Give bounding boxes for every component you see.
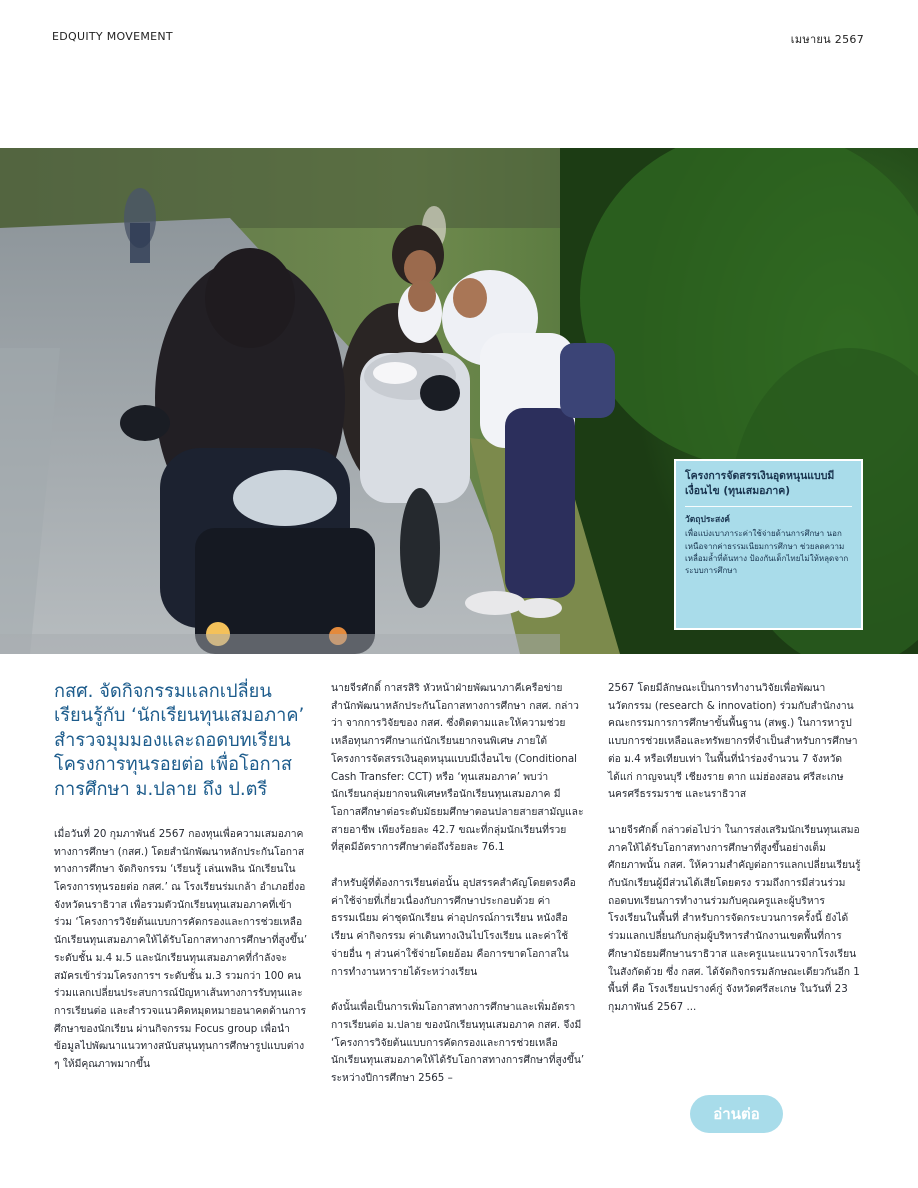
article-column-1 (54, 680, 308, 1092)
article-headline: กสศ. จัดกิจกรรมแลกเปลี่ยนเรียนรู้กับ ‘นักเรียนทุนเสมอภาค’ สำรวจมุมมองและถอดบทเรียนโครงการทุนรอยต่อ เพื่อโอกาสการศึกษา ม.ปลาย ถึง ป.ตรี (54, 681, 305, 800)
info-box-title: โครงการจัดสรรเงินอุดหนุนแบบมีเงื่อนไข (ทุนเสมอภาค) (685, 470, 835, 497)
article-column-3 (608, 680, 862, 1035)
article-paragraph: นายจีรศักดิ์ กาสรสิริ หัวหน้าฝ่ายพัฒนาภาคีเครือข่าย สำนักพัฒนาหลักประกันโอกาสทางการศึกษา กสศ. กล่าวว่า จากการวิจัยของ กสศ. ซึ่งติดตามและให้ความช่วยเหลือทุนการศึกษาแก่นักเรียนยากจนพิเศษ ภายใต้โครงการจัดสรรเงินอุดหนุนแบบมีเงื่อนไข (Conditional Cash Transfer: CCT) หรือ ‘ทุนเสมอภาค’ พบว่า นักเรียนกลุ่มยากจนพิเศษหรือนักเรียนทุนเสมอภาค มีโอกาสศึกษาต่อระดับมัธยมศึกษาตอนปลายสายสามัญและสายอาชีพ เพียงร้อยละ 42.7 ขณะที่กลุ่มนักเรียนที่รวยที่สุดมีอัตราการศึกษาต่อถึงร้อยละ 76.1 (331, 682, 584, 854)
article-paragraph: ดังนั้นเพื่อเป็นการเพิ่มโอกาสทางการศึกษาและเพิ่มอัตราการเรียนต่อ ม.ปลาย ของนักเรียนทุนเสมอภาค กสศ. จึงมี ‘โครงการวิจัยต้นแบบการคัดกรองและการช่วยเหลือนักเรียนทุนเสมอภาคให้ได้รับโอกาสทางการศึกษาที่สูงขึ้น’ ระหว่างปีการศึกษา 2565 – (331, 1001, 585, 1085)
article-paragraph: 2567 โดยมีลักษณะเป็นการทำงานวิจัยเพื่อพัฒนานวัตกรรม (research & innovation) ร่วมกับสำนักงานคณะกรรมการการศึกษาขั้นพื้นฐาน (สพฐ.) ในการหารูปแบบการช่วยเหลือและทรัพยากรที่จำเป็นสำหรับการศึกษาต่อ ม.4 หรือเทียบเท่า ในพื้นที่นำร่องจำนวน 7 จังหวัด ได้แก่ กาญจนบุรี เชียงราย ตาก แม่ฮ่องสอน ศรีสะเกษ นครศรีธรรมราช และนราธิวาส (608, 682, 858, 801)
article-paragraph: นายจีรศักดิ์ กล่าวต่อไปว่า ในการส่งเสริมนักเรียนทุนเสมอภาคให้ได้รับโอกาสทางการศึกษาที่สูงขึ้นอย่างเต็มศักยภาพนั้น กสศ. ให้ความสำคัญต่อการแลกเปลี่ยนเรียนรู้กับนักเรียนผู้มีส่วนได้เสียโดยตรง รวมถึงการมีส่วนร่วมถอดบทเรียนการทำงานร่วมกับคุณครูและผู้บริหารโรงเรียนในพื้นที่ สำหรับการจัดกระบวนการครั้งนี้ ยังได้ร่วมแลกเปลี่ยนกับกลุ่มผู้บริหารสำนักงานเขตพื้นที่การศึกษามัธยมศึกษานราธิวาส และครูแนะแนวจากโรงเรียนในสังกัดด้วย ซึ่ง กสศ. ได้จัดกิจกรรมลักษณะเดียวกันอีก 1 พื้นที่ คือ โรงเรียนปรางค์กู่ จังหวัดศรีสะเกษ ในวันที่ 23 กุมภาพันธ์ 2567 ... (608, 823, 861, 1013)
info-box-objective-text: เพื่อแบ่งเบาภาระค่าใช้จ่ายด้านการศึกษา นอกเหนือจากค่าธรรมเนียมการศึกษา ช่วยลดความเหลื่อมล้ำที่ต้นทาง ป้องกันเด็กไทยไม่ให้หลุดจากระบบการศึกษา (685, 529, 849, 576)
read-more-button[interactable]: อ่านต่อ (690, 1095, 783, 1133)
program-info-box (674, 459, 863, 630)
publication-name: EDQUITY MOVEMENT (52, 30, 173, 43)
info-box-objective-label: วัตถุประสงค์ (685, 515, 730, 526)
article-paragraph: สำหรับผู้ที่ต้องการเรียนต่อนั้น อุปสรรคสำคัญโดยตรงคือค่าใช้จ่ายที่เกี่ยวเนื่องกับการศึกษาประกอบด้วย ค่าธรรมเนียม ค่าชุดนักเรียน ค่าอุปกรณ์การเรียน หนังสือเรียน ค่ากิจกรรม ค่าเดินทางเงินไปโรงเรียน และค่าใช้จ่ายอื่น ๆ ส่วนค่าใช้จ่ายโดยอ้อม คือการขาดโอกาสในการทำงานหารายได้ระหว่างเรียน (331, 877, 576, 978)
issue-date: เมษายน 2567 (790, 33, 864, 46)
info-box-divider (685, 506, 852, 507)
article-paragraph: เมื่อวันที่ 20 กุมภาพันธ์ 2567 กองทุนเพื่อความเสมอภาคทางการศึกษา (กสศ.) โดยสำนักพัฒนาหลักประกันโอกาสทางการศึกษา จัดกิจกรรม ‘เรียนรู้ เล่นเพลิน นักเรียนในโครงการทุนรอยต่อ กสศ.’ ณ โรงเรียนร่มเกล้า อำเภอยี่งอ จังหวัดนราธิวาส เพื่อรวมตัวนักเรียนทุนเสมอภาคที่เข้าร่วม ‘โครงการวิจัยต้นแบบการคัดกรองและการช่วยเหลือนักเรียนทุนเสมอภาคให้ได้รับโอกาสทางการศึกษาที่สูงขึ้น’ ระดับชั้น ม.4 ม.5 และนักเรียนทุนเสมอภาคที่กำลังจะสมัครเข้าร่วมโครงการฯ ระดับชั้น ม.3 รวมกว่า 100 คน ร่วมแลกเปลี่ยนประสบการณ์ปัญหาเส้นทางการรับทุนและการเรียนต่อ และสำรวจแนวคิดหมุดหมายอนาคตด้านการศึกษาของนักเรียน ผ่านกิจกรรม Focus group เพื่อนำข้อมูลไปพัฒนาแนวทางสนับสนุนทุนการศึกษารูปแบบต่าง ๆ ให้มีคุณภาพมากขึ้น (54, 827, 308, 1071)
article-column-2 (331, 680, 585, 1106)
